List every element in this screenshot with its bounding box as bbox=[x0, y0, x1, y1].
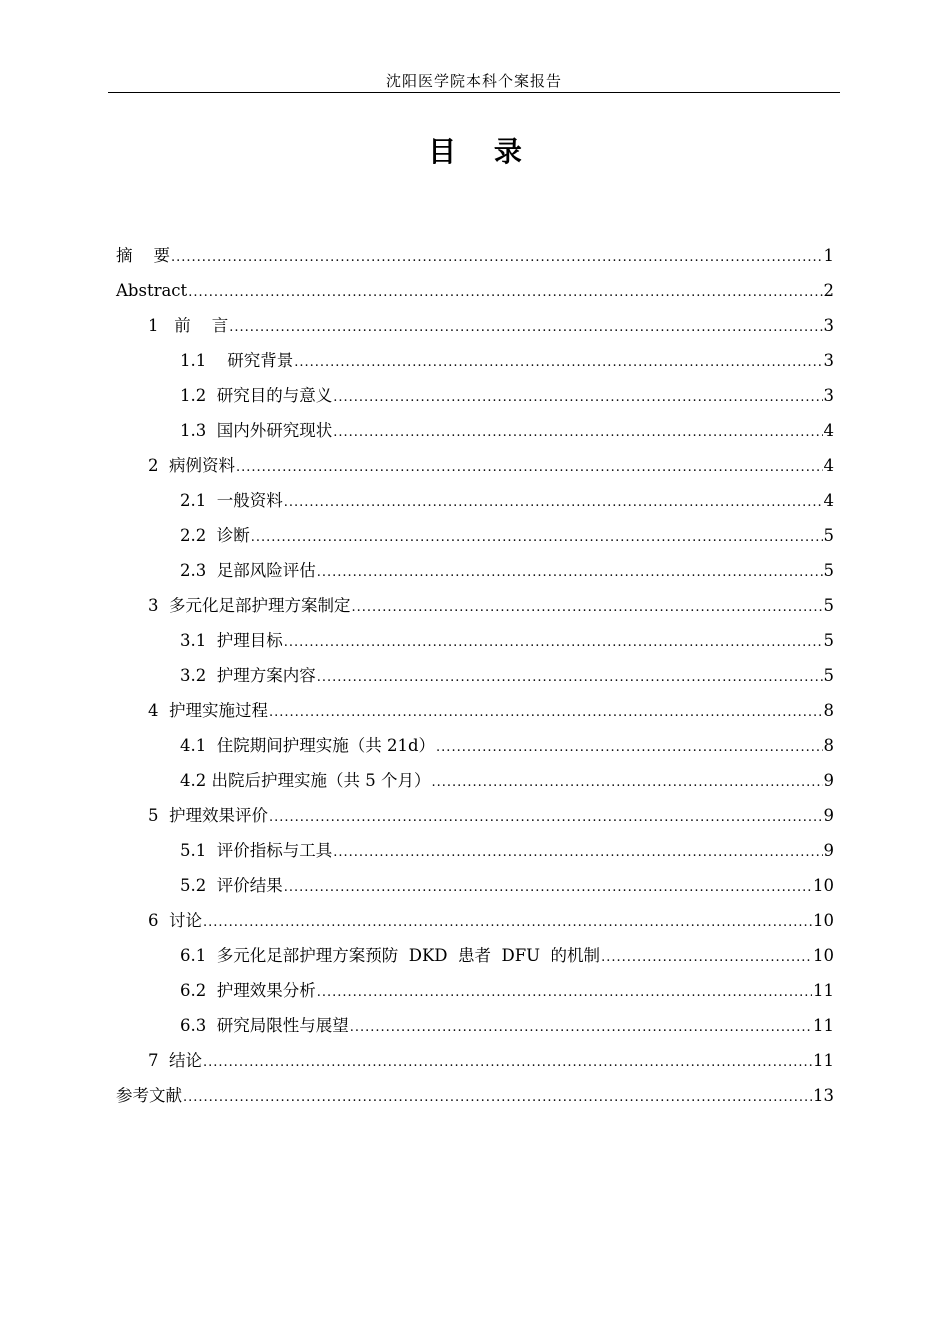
table-of-contents bbox=[116, 238, 834, 1113]
toc-entry[interactable] bbox=[116, 448, 834, 483]
toc-entry[interactable] bbox=[116, 658, 834, 693]
toc-page-number: 5 bbox=[823, 561, 834, 580]
toc-page-number: 8 bbox=[823, 736, 834, 755]
toc-page-number: 10 bbox=[813, 911, 834, 930]
toc-entry[interactable] bbox=[116, 973, 834, 1008]
toc-entry[interactable] bbox=[116, 378, 834, 413]
toc-entry-title: 1 前 言 bbox=[148, 316, 229, 335]
toc-entry-title: 6.3 研究局限性与展望 bbox=[180, 1016, 349, 1035]
toc-entry-title: 4.2 出院后护理实施（共 5 个月） bbox=[180, 771, 431, 790]
toc-page-number: 5 bbox=[823, 666, 834, 685]
toc-entry[interactable] bbox=[116, 623, 834, 658]
toc-entry[interactable] bbox=[116, 693, 834, 728]
toc-entry-title: 4 护理实施过程 bbox=[148, 701, 268, 720]
toc-dot-leader bbox=[188, 275, 822, 310]
toc-title: 目 录 bbox=[428, 135, 536, 168]
toc-dot-leader bbox=[171, 240, 823, 275]
toc-entry-title: 2 病例资料 bbox=[148, 456, 235, 475]
toc-page-number: 1 bbox=[823, 246, 834, 265]
toc-entry[interactable] bbox=[116, 868, 834, 903]
toc-page-number: 3 bbox=[823, 386, 834, 405]
toc-entry[interactable] bbox=[116, 798, 834, 833]
page-header bbox=[108, 70, 840, 93]
toc-page-number: 11 bbox=[813, 1051, 834, 1070]
toc-dot-leader bbox=[352, 590, 823, 625]
header-text: 沈阳医学院本科个案报告 bbox=[385, 72, 562, 90]
toc-entry[interactable] bbox=[116, 588, 834, 623]
toc-dot-leader bbox=[294, 345, 822, 380]
toc-entry-title: 4.1 住院期间护理实施（共 21d） bbox=[180, 736, 436, 755]
toc-dot-leader bbox=[431, 765, 822, 800]
toc-page-number: 5 bbox=[823, 631, 834, 650]
toc-page-number: 10 bbox=[813, 876, 834, 895]
toc-page-number: 2 bbox=[823, 281, 834, 300]
toc-entry-title: 7 结论 bbox=[148, 1051, 202, 1070]
toc-dot-leader bbox=[229, 310, 822, 345]
toc-page-number: 4 bbox=[823, 491, 834, 510]
toc-entry[interactable] bbox=[116, 413, 834, 448]
toc-dot-leader bbox=[236, 450, 823, 485]
toc-entry-title: 2.2 诊断 bbox=[180, 526, 250, 545]
toc-page-number: 4 bbox=[823, 456, 834, 475]
toc-entry[interactable] bbox=[116, 518, 834, 553]
toc-page-number: 13 bbox=[813, 1086, 834, 1105]
toc-entry-title: 1.3 国内外研究现状 bbox=[180, 421, 333, 440]
toc-entry-title: 2.3 足部风险评估 bbox=[180, 561, 316, 580]
toc-dot-leader bbox=[284, 870, 812, 905]
toc-page-number: 4 bbox=[823, 421, 834, 440]
toc-entry-title: 6.2 护理效果分析 bbox=[180, 981, 316, 1000]
toc-entry[interactable] bbox=[116, 308, 834, 343]
toc-page-number: 5 bbox=[823, 526, 834, 545]
toc-page-number: 11 bbox=[813, 1016, 834, 1035]
toc-entry[interactable] bbox=[116, 903, 834, 938]
toc-entry[interactable] bbox=[116, 1043, 834, 1078]
toc-entry-title: 6 讨论 bbox=[148, 911, 202, 930]
toc-entry[interactable] bbox=[116, 483, 834, 518]
toc-dot-leader bbox=[284, 485, 823, 520]
toc-dot-leader bbox=[333, 415, 822, 450]
toc-dot-leader bbox=[317, 555, 823, 590]
toc-dot-leader bbox=[601, 940, 812, 975]
toc-entry-title: 5 护理效果评价 bbox=[148, 806, 268, 825]
toc-entry-title: 1.1 研究背景 bbox=[180, 351, 294, 370]
toc-entry-title: 2.1 一般资料 bbox=[180, 491, 283, 510]
toc-entry-title: 3.1 护理目标 bbox=[180, 631, 283, 650]
toc-dot-leader bbox=[333, 380, 822, 415]
toc-dot-leader bbox=[350, 1010, 812, 1045]
toc-entry[interactable] bbox=[116, 273, 834, 308]
toc-entry-title: 3.2 护理方案内容 bbox=[180, 666, 316, 685]
toc-dot-leader bbox=[183, 1080, 812, 1115]
toc-entry-title: 3 多元化足部护理方案制定 bbox=[148, 596, 351, 615]
toc-dot-leader bbox=[269, 800, 823, 835]
toc-entry[interactable] bbox=[116, 553, 834, 588]
toc-dot-leader bbox=[333, 835, 822, 870]
toc-dot-leader bbox=[317, 660, 823, 695]
toc-entry-title: 摘 要 bbox=[116, 246, 170, 265]
toc-page-number: 9 bbox=[823, 841, 834, 860]
toc-page-number: 3 bbox=[823, 351, 834, 370]
toc-page-number: 5 bbox=[823, 596, 834, 615]
toc-dot-leader bbox=[269, 695, 823, 730]
toc-entry-title: 参考文献 bbox=[116, 1086, 182, 1105]
toc-dot-leader bbox=[317, 975, 812, 1010]
toc-entry-title: 5.1 评价指标与工具 bbox=[180, 841, 333, 860]
toc-entry-title: Abstract bbox=[116, 281, 188, 300]
toc-entry[interactable] bbox=[116, 343, 834, 378]
toc-entry-title: 1.2 研究目的与意义 bbox=[180, 386, 333, 405]
toc-entry[interactable] bbox=[116, 728, 834, 763]
toc-entry[interactable] bbox=[116, 938, 834, 973]
toc-page-number: 11 bbox=[813, 981, 834, 1000]
toc-entry[interactable] bbox=[116, 763, 834, 798]
toc-dot-leader bbox=[436, 730, 822, 765]
toc-page-number: 10 bbox=[813, 946, 834, 965]
toc-entry-title: 6.1 多元化足部护理方案预防 DKD 患者 DFU 的机制 bbox=[180, 946, 601, 965]
toc-entry[interactable] bbox=[116, 1008, 834, 1043]
toc-entry-title: 5.2 评价结果 bbox=[180, 876, 283, 895]
toc-dot-leader bbox=[203, 1045, 812, 1080]
toc-dot-leader bbox=[203, 905, 812, 940]
toc-page-number: 3 bbox=[823, 316, 834, 335]
toc-entry[interactable] bbox=[116, 1078, 834, 1113]
toc-page-number: 8 bbox=[823, 701, 834, 720]
toc-entry[interactable] bbox=[116, 833, 834, 868]
toc-dot-leader bbox=[251, 520, 823, 555]
toc-page-number: 9 bbox=[823, 771, 834, 790]
toc-page-number: 9 bbox=[823, 806, 834, 825]
toc-dot-leader bbox=[284, 625, 823, 660]
toc-entry[interactable] bbox=[116, 238, 834, 273]
